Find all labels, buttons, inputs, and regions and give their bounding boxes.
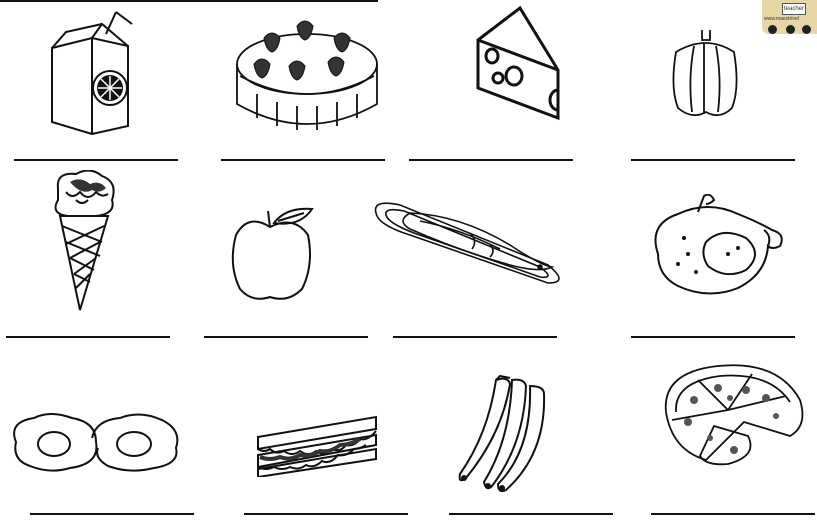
publisher-logo: [762, 0, 817, 34]
sandwich-icon: [250, 415, 385, 477]
logo-wheel-icon: [768, 25, 777, 34]
answer-line: [631, 336, 795, 338]
answer-line: [449, 513, 613, 515]
answer-line: [393, 336, 557, 338]
ice-cream-icon: [46, 170, 118, 315]
logo-url: www.maestrinel: [764, 16, 800, 22]
roast-chicken-icon: [648, 194, 788, 298]
fried-eggs-icon: [10, 412, 180, 474]
fish-plate-icon: [370, 195, 570, 295]
cheese-icon: [470, 6, 570, 124]
logo-wheel-icon: [802, 25, 811, 34]
pizza-icon: [658, 360, 808, 468]
cake-icon: [232, 18, 382, 133]
juice-box-icon: [44, 10, 144, 135]
pepper-icon: [666, 28, 744, 120]
answer-line: [6, 336, 170, 338]
logo-wheel-icon: [786, 25, 795, 34]
answer-line: [30, 513, 194, 515]
apple-icon: [228, 205, 318, 305]
answer-line: [244, 513, 408, 515]
answer-line: [409, 159, 573, 161]
top-border-line: [0, 0, 378, 2]
bananas-icon: [452, 374, 560, 496]
answer-line: [14, 159, 178, 161]
answer-line: [204, 336, 368, 338]
logo-tag: teacher: [782, 3, 806, 15]
answer-line: [631, 159, 795, 161]
answer-line: [221, 159, 385, 161]
answer-line: [651, 513, 815, 515]
